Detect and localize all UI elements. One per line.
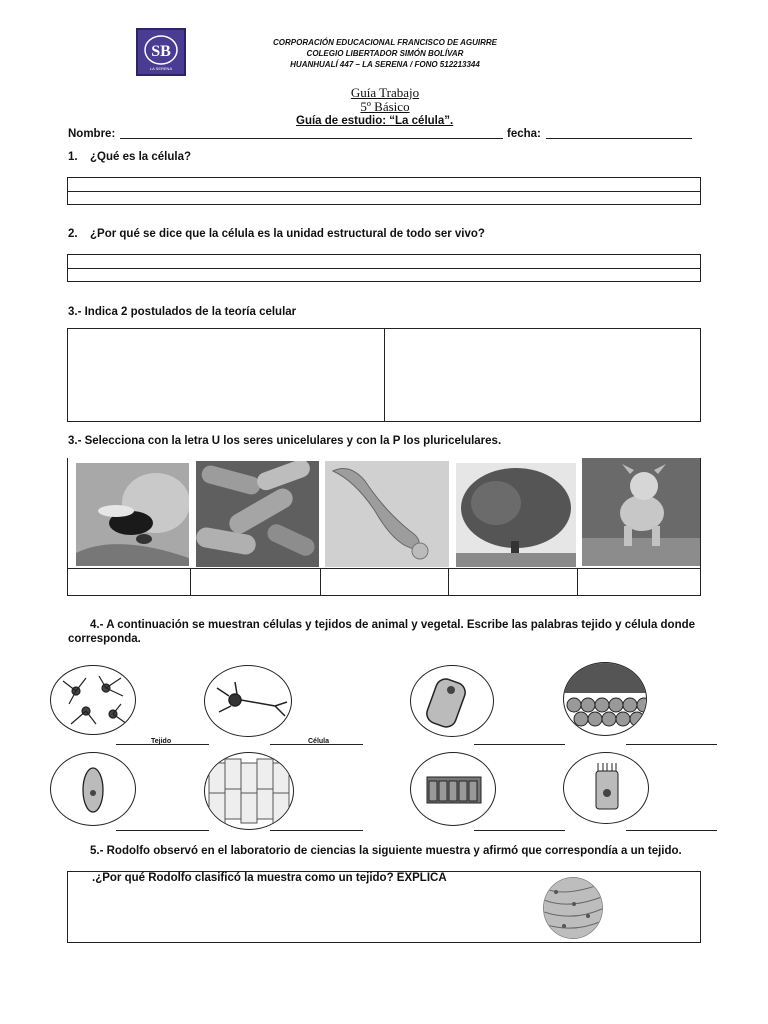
q3a-text: 3.- Indica 2 postulados de la teoría celular <box>68 306 297 318</box>
ciliated-cell-circle <box>563 752 649 824</box>
plant-tissue-icon <box>564 663 647 736</box>
tissue-sample-icon <box>544 878 603 939</box>
answer-cell-bacteria[interactable] <box>190 568 321 596</box>
animal-cell-icon <box>51 753 136 826</box>
tissue-sample-circle <box>543 877 603 939</box>
q2-text: ¿Por qué se dice que la célula es la unidad estructural de todo ser vivo? <box>90 228 485 240</box>
bee-icon <box>76 463 189 566</box>
q1-number: 1. <box>68 151 78 163</box>
dog-icon <box>582 458 700 566</box>
header-address: HUANHUALÍ 447 – LA SERENA / FONO 512213344 <box>290 60 480 69</box>
date-label: fecha: <box>507 128 541 140</box>
q1-text: ¿Qué es la célula? <box>90 151 191 163</box>
q3b-text: 3.- Selecciona con la letra U los seres unicelulares y con la P los pluricelulares. <box>68 435 502 447</box>
answer-line-glial[interactable] <box>116 744 209 745</box>
q1-answer-divider <box>68 191 700 192</box>
tree-icon <box>456 463 576 567</box>
answer-cell-tree[interactable] <box>448 568 578 596</box>
animal-cell-circle <box>50 752 136 826</box>
postulate-1-field[interactable] <box>68 329 383 421</box>
answer-line-plant-cell[interactable] <box>474 744 565 745</box>
neuron-icon <box>205 666 292 737</box>
q2-answer-box[interactable] <box>67 254 701 282</box>
q4-text: 4.- A continuación se muestran células y tejidos de animal y vegetal. Escribe las palabras tejido y célula donde corresponda. <box>68 619 696 645</box>
q2-number: 2. <box>68 228 78 240</box>
label-tejido: Tejido <box>151 738 172 745</box>
table-frame-left <box>67 458 68 568</box>
school-logo <box>136 28 186 76</box>
name-line[interactable] <box>120 138 503 139</box>
plant-tissue-circle <box>563 662 647 736</box>
epithelial-tissue-icon <box>411 753 496 826</box>
q2-answer-divider <box>68 268 700 269</box>
q5-question: .¿Por qué Rodolfo clasificó la muestra como un tejido? EXPLICA <box>92 872 447 884</box>
epidermis-tissue-circle <box>204 752 294 830</box>
postulate-2-field[interactable] <box>385 329 700 421</box>
protozoa-icon <box>325 461 449 567</box>
answer-line-epidermis[interactable] <box>270 830 363 831</box>
dog-photo <box>582 458 700 566</box>
answer-cell-dog[interactable] <box>577 568 701 596</box>
header-school: COLEGIO LIBERTADOR SIMÓN BOLÍVAR <box>306 49 464 58</box>
glial-cells-icon <box>51 666 136 735</box>
bee-photo <box>76 463 189 566</box>
neuron-circle <box>204 665 292 737</box>
answer-line-animal-cell[interactable] <box>116 830 209 831</box>
subtitle: Guía de estudio: “La célula”. <box>296 115 454 127</box>
bacteria-photo <box>196 461 319 567</box>
svg-text:SB: SB <box>151 43 171 60</box>
answer-line-plant-tissue[interactable] <box>626 744 717 745</box>
page-title: Guía Trabajo <box>350 85 420 100</box>
organisms-table <box>67 458 701 596</box>
ciliated-cell-icon <box>564 753 649 824</box>
q1-answer-box[interactable] <box>67 177 701 205</box>
tree-photo <box>456 463 576 567</box>
bacteria-icon <box>196 461 319 567</box>
grade-title: 5º Básico <box>360 99 410 114</box>
date-line[interactable] <box>546 138 692 139</box>
epithelial-tissue-circle <box>410 752 496 826</box>
answer-line-epithelial[interactable] <box>474 830 565 831</box>
answer-cell-protozoa[interactable] <box>320 568 449 596</box>
plant-cell-circle <box>410 665 494 737</box>
answer-line-ciliated[interactable] <box>626 830 717 831</box>
glial-tissue-circle <box>50 665 136 735</box>
protozoa-photo <box>325 461 449 567</box>
answer-line-neuron[interactable] <box>270 744 363 745</box>
svg-text:LA SERENA: LA SERENA <box>149 66 173 71</box>
header-corporation: CORPORACIÓN EDUCACIONAL FRANCISCO DE AGUIRRE <box>272 38 497 47</box>
q5-text: 5.- Rodolfo observó en el laboratorio de ciencias la siguiente muestra y afirmó que correspondía a un tejido. <box>90 845 682 857</box>
logo-emblem-icon <box>138 30 184 74</box>
label-celula: Célula <box>308 738 330 745</box>
epidermis-tissue-icon <box>205 753 294 830</box>
answer-cell-bee[interactable] <box>67 568 191 596</box>
table-frame-right <box>700 458 701 568</box>
name-label: Nombre: <box>68 128 116 140</box>
plant-cell-icon <box>411 666 494 737</box>
